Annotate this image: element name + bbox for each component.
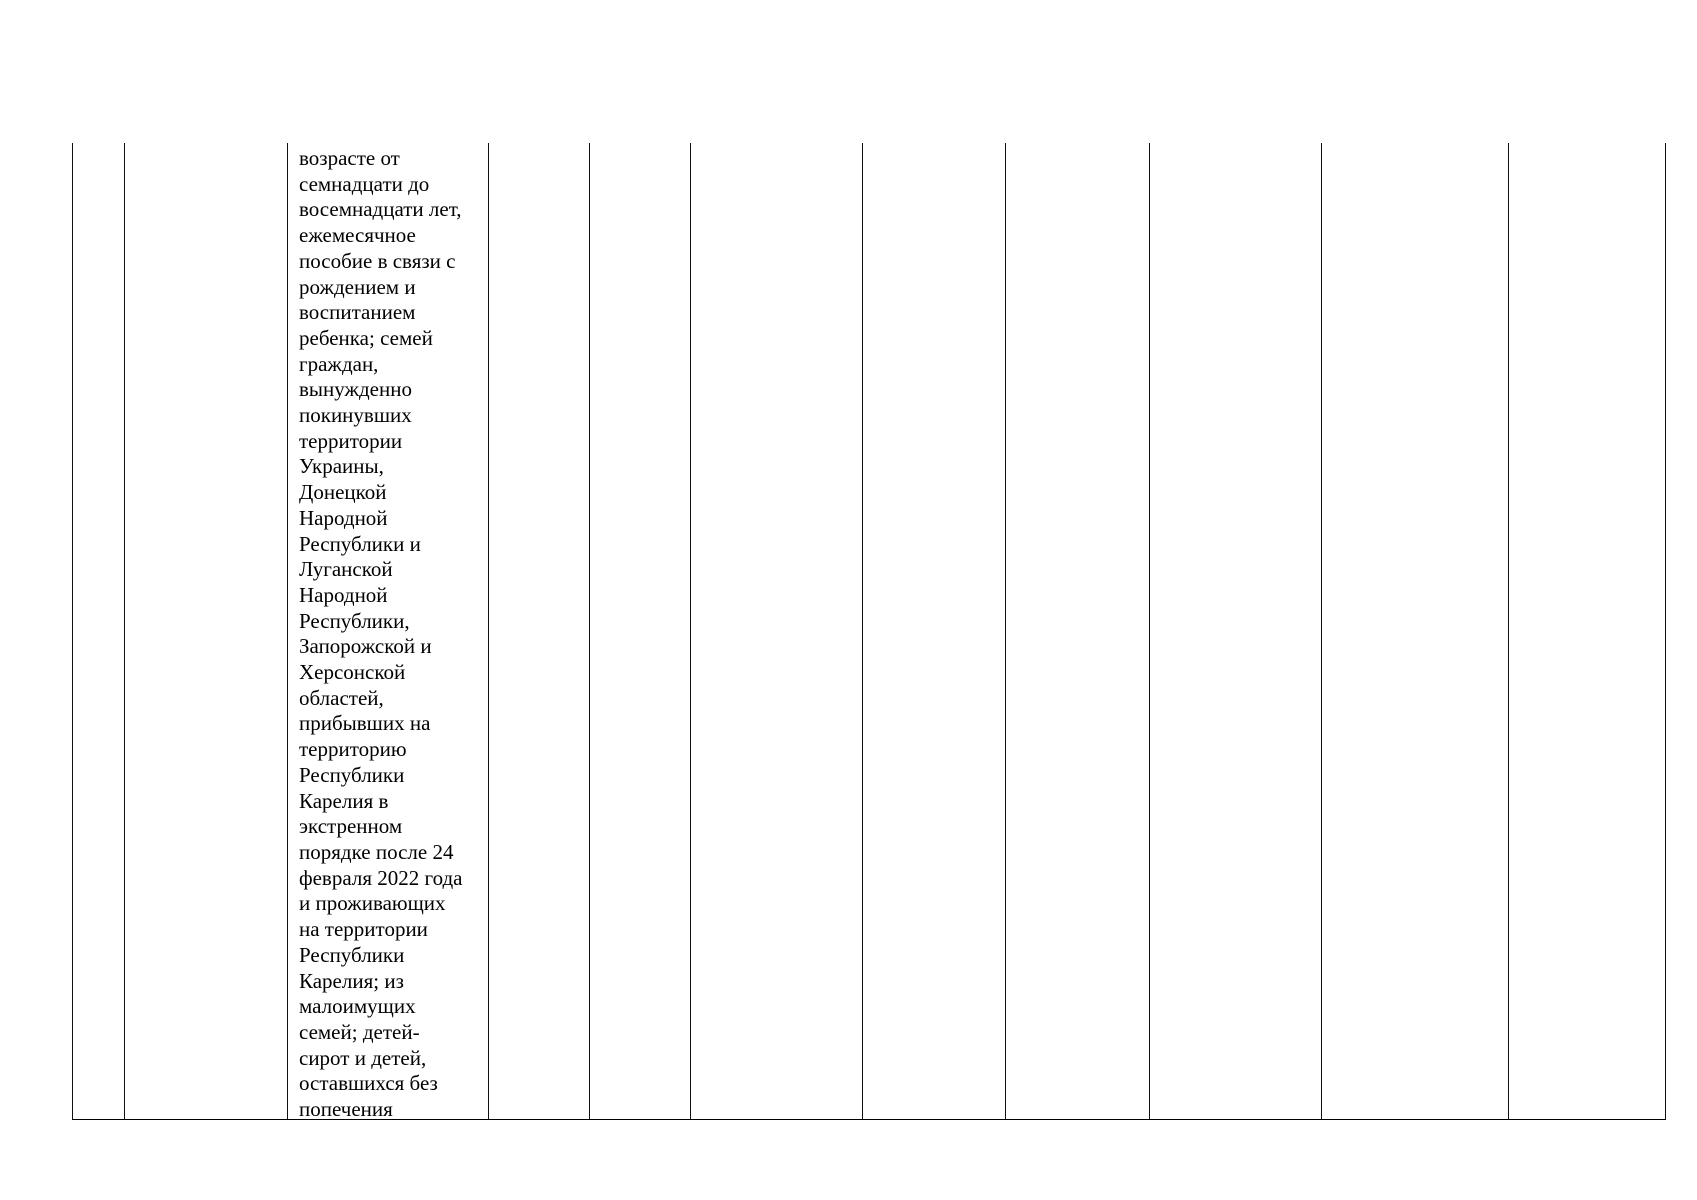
column-border-10 <box>1321 143 1322 1119</box>
table-cell-text: возрасте от семнадцати до восемнадцати лет, ежемесячное пособие в связи с рождением и воспитанием ребенка; семей граждан, вынужденно покинувших территории Украины, Донецкой Народной Республики и Луганской Народной Республики, Запорожской и Херсонской областей, прибывших на территорию Республики Карелия в экстренном порядке после 24 февраля 2022 года и проживающих на территории Республики Карелия; из малоимущих семей; детей- сирот и детей, оставшихся без попечения <box>299 146 463 1122</box>
column-border-5 <box>589 143 590 1119</box>
column-border-8 <box>1005 143 1006 1119</box>
column-border-4 <box>488 143 489 1119</box>
column-border-6 <box>690 143 691 1119</box>
column-border-1 <box>72 143 73 1119</box>
column-border-3 <box>287 143 288 1119</box>
column-border-7 <box>862 143 863 1119</box>
column-border-11 <box>1508 143 1509 1119</box>
column-border-9 <box>1149 143 1150 1119</box>
column-border-12 <box>1665 143 1666 1119</box>
column-border-2 <box>124 143 125 1119</box>
